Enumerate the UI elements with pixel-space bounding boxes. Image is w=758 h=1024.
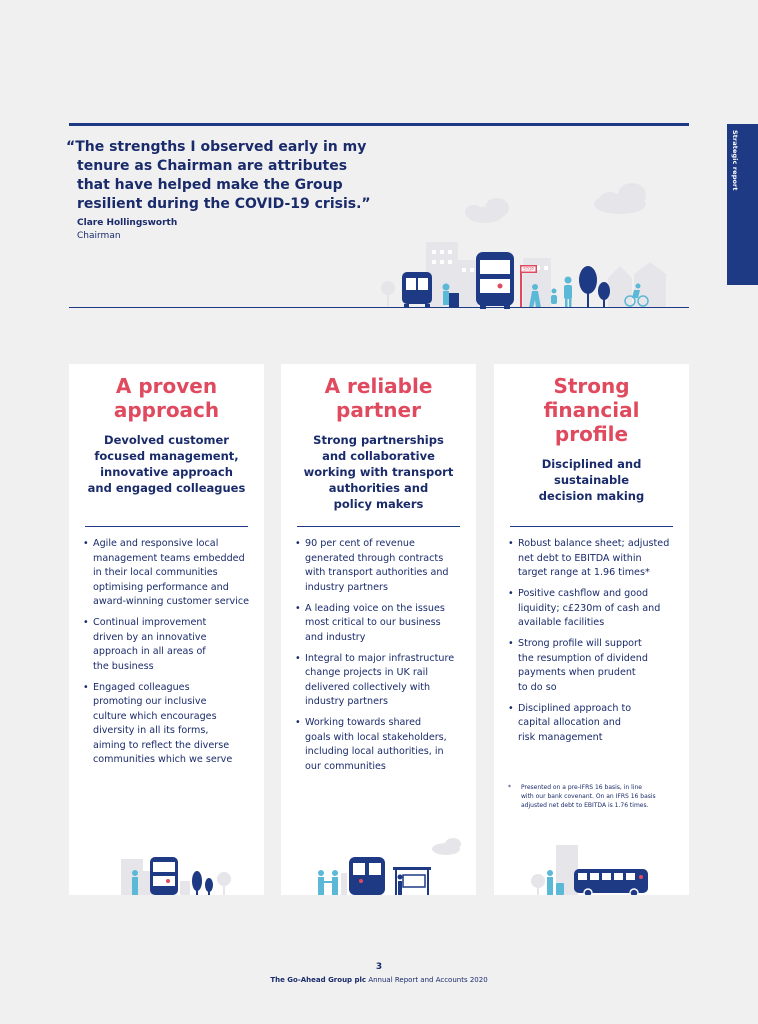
bullet-item: • A leading voice on the issues most critical to our business and industry xyxy=(295,602,469,646)
cloud-icon xyxy=(594,183,646,214)
bullet-item: • Positive cashflow and good liquidity; c£230m of cash and available facilities xyxy=(508,587,682,631)
tree-icon xyxy=(579,266,610,308)
top-divider xyxy=(69,123,689,126)
footnote-text: Presented on a pre-IFRS 16 basis, in line with our bank covenant. On an IFRS 16 basis adjusted net debt to EBITDA is 1.76 times. xyxy=(521,784,656,809)
people-handshake-icon xyxy=(318,870,338,895)
card-illustration xyxy=(69,815,264,895)
bullet-item: • 90 per cent of revenue generated through contracts with transport authorities and industry partners xyxy=(295,537,469,595)
chairman-quote xyxy=(66,138,371,214)
double-decker-bus-icon xyxy=(476,252,514,309)
person-icon xyxy=(132,870,138,895)
page-number: 3 xyxy=(375,962,383,972)
section-tab-label: Strategic report xyxy=(731,130,739,191)
bus-stop-sign-label: STOP xyxy=(523,266,534,272)
footer-report-title: Annual Report and Accounts 2020 xyxy=(368,976,488,984)
bullet-item: • Continual improvement driven by an innovative approach in all areas of the business xyxy=(83,616,257,674)
quote-line: resilient during the COVID-19 crisis.” xyxy=(77,196,371,212)
bullet-item: • Robust balance sheet; adjusted net debt to EBITDA within target range at 1.96 times* xyxy=(508,537,682,581)
buildings-icon xyxy=(426,242,666,308)
card-bullets xyxy=(508,537,682,752)
card-subtitle: Strong partnerships and collaborative working with transport authorities and policy makers xyxy=(303,433,454,511)
card-title: Strong financial profile xyxy=(543,374,640,446)
bullet-item: • Integral to major infrastructure change projects in UK rail delivered collectively with industry partners xyxy=(295,652,469,710)
section-tab[interactable] xyxy=(727,124,758,285)
city-transport-illustration xyxy=(370,180,700,310)
bullet-item: • Agile and responsive local management teams embedded in their local communities optimising performance and award-winning customer service xyxy=(83,537,257,610)
card-divider xyxy=(85,526,248,527)
card-divider xyxy=(510,526,673,527)
train-icon xyxy=(349,857,385,895)
card-bullets xyxy=(83,537,257,774)
card-divider xyxy=(297,526,460,527)
pillar-card-proven-approach xyxy=(69,364,264,895)
quote-line: tenure as Chairman are attributes xyxy=(77,158,348,174)
footer-company: The Go-Ahead Group plc xyxy=(270,976,367,984)
card-subtitle: Devolved customer focused management, innovative approach and engaged colleagues xyxy=(87,433,246,495)
tree-icon xyxy=(192,871,213,895)
quote-line: that have helped make the Group xyxy=(77,177,343,193)
footer-text xyxy=(0,976,758,984)
footnote-marker: * xyxy=(508,784,511,791)
card-title: A proven approach xyxy=(113,374,220,422)
bullet-item: • Strong profile will support the resumption of dividend payments when prudent to do so xyxy=(508,637,682,695)
bullet-item: • Working towards shared goals with local stakeholders, including local authorities, in our communities xyxy=(295,716,469,774)
quote-author-role: Chairman xyxy=(77,231,121,241)
card-bullets xyxy=(295,537,469,781)
cloud-icon xyxy=(465,198,509,223)
buildings-icon xyxy=(531,845,578,895)
card-illustration xyxy=(494,815,689,895)
pillar-card-financial-profile xyxy=(494,364,689,895)
card-illustration xyxy=(281,815,476,895)
double-decker-bus-icon xyxy=(150,857,178,895)
card-title: A reliable partner xyxy=(324,374,433,422)
bullet-item: • Engaged colleagues promoting our inclusive culture which encourages diversity in all its forms, aiming to reflect the diverse communities which we serve xyxy=(83,681,257,768)
coach-bus-icon xyxy=(574,869,648,895)
bus-icon xyxy=(402,272,432,308)
bullet-item: • Disciplined approach to capital allocation and risk management xyxy=(508,702,682,746)
quote-author: Clare Hollingsworth xyxy=(77,218,178,228)
cloud-icon xyxy=(432,838,461,855)
card-subtitle: Disciplined and sustainable decision making xyxy=(538,457,645,503)
bus-shelter-icon xyxy=(393,867,431,895)
pillar-card-reliable-partner xyxy=(281,364,476,895)
quote-line: “The strengths I observed early in my xyxy=(66,139,367,155)
ground-line xyxy=(69,307,689,308)
